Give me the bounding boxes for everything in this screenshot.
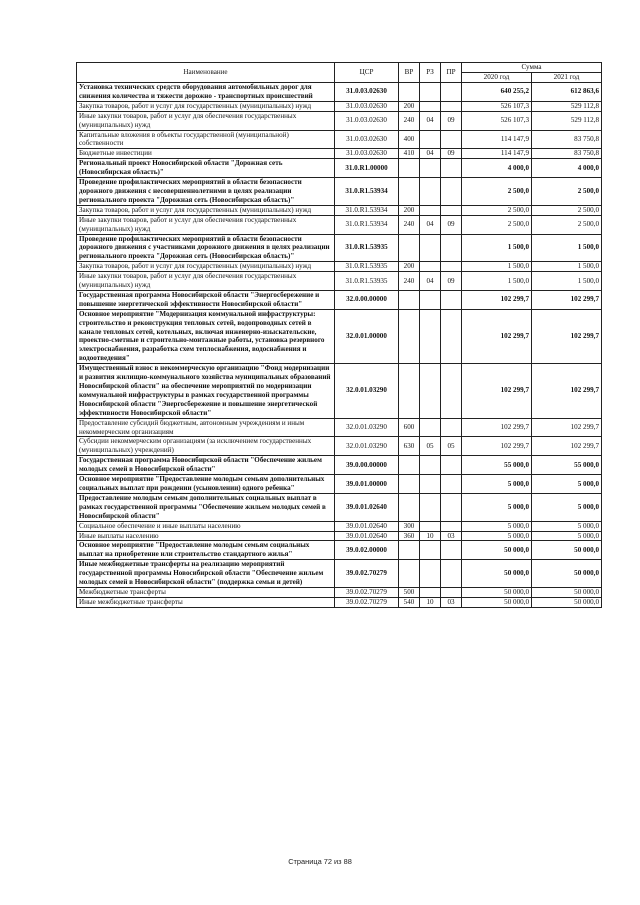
row-pr: [441, 521, 462, 531]
header-sum: Сумма: [462, 63, 602, 73]
row-vr: 200: [399, 101, 420, 111]
table-row: [77, 130, 602, 149]
row-rz: [420, 560, 441, 588]
row-pr: 03: [441, 597, 462, 607]
table-row: [77, 521, 602, 531]
row-sum-2020: 2 500,0: [462, 178, 532, 206]
header-row: [77, 63, 602, 73]
table-row: [77, 178, 602, 206]
row-csr: 31.0.03.02630: [335, 130, 399, 149]
row-vr: 200: [399, 205, 420, 215]
row-name: Иные закупки товаров, работ и услуг для обеспечения государственных (муниципальных) нужд: [77, 111, 335, 130]
row-vr: 500: [399, 587, 420, 597]
table-row: [77, 418, 602, 437]
row-name: Установка технических средств оборудования автомобильных дорог для снижения количества и тяжести дорожно - транспортных происшествий: [77, 83, 335, 102]
row-sum-2020: 114 147,9: [462, 149, 532, 159]
row-rz: [420, 521, 441, 531]
row-sum-2020: 5 000,0: [462, 521, 532, 531]
row-rz: [420, 418, 441, 437]
row-name: Иные выплаты населению: [77, 531, 335, 541]
row-sum-2020: 102 299,7: [462, 290, 532, 309]
row-sum-2020: 102 299,7: [462, 364, 532, 418]
row-vr: [399, 475, 420, 494]
table-row: [77, 597, 602, 607]
row-sum-2020: 50 000,0: [462, 541, 532, 560]
row-name: Региональный проект Новосибирской области "Дорожная сеть (Новосибирская область)": [77, 159, 335, 178]
row-vr: 360: [399, 531, 420, 541]
row-sum-2021: 529 112,8: [532, 101, 602, 111]
row-pr: [441, 159, 462, 178]
row-pr: 09: [441, 111, 462, 130]
row-rz: [420, 456, 441, 475]
row-sum-2021: 1 500,0: [532, 234, 602, 262]
row-csr: 31.0.R1.53935: [335, 272, 399, 291]
row-pr: [441, 493, 462, 521]
row-vr: [399, 493, 420, 521]
row-rz: [420, 493, 441, 521]
row-rz: [420, 205, 441, 215]
row-sum-2021: 50 000,0: [532, 587, 602, 597]
row-name: Иные межбюджетные трансферты на реализацию мероприятий государственной программы Новосибирской области "Обеспечение жильем молодых семей в Новосибирской области" (поддержка семьи и детей): [77, 560, 335, 588]
row-csr: 39.0.00.00000: [335, 456, 399, 475]
row-sum-2020: 640 255,2: [462, 83, 532, 102]
row-pr: [441, 205, 462, 215]
row-pr: [441, 83, 462, 102]
header-vr: ВР: [399, 63, 420, 83]
row-pr: [441, 309, 462, 363]
row-name: Иные закупки товаров, работ и услуг для обеспечения государственных (муниципальных) нужд: [77, 215, 335, 234]
row-sum-2021: 50 000,0: [532, 597, 602, 607]
row-sum-2021: 2 500,0: [532, 178, 602, 206]
row-csr: 32.0.01.00000: [335, 309, 399, 363]
row-rz: [420, 178, 441, 206]
row-sum-2021: 1 500,0: [532, 272, 602, 291]
row-sum-2020: 114 147,9: [462, 130, 532, 149]
row-pr: [441, 178, 462, 206]
row-sum-2020: 5 000,0: [462, 475, 532, 494]
row-name: Предоставление субсидий бюджетным, автономным учреждениям и иным некоммерческим организациям: [77, 418, 335, 437]
row-csr: 31.0.03.02630: [335, 111, 399, 130]
row-pr: [441, 541, 462, 560]
row-vr: 240: [399, 215, 420, 234]
row-pr: [441, 456, 462, 475]
table-row: [77, 272, 602, 291]
row-csr: 31.0.R1.53935: [335, 234, 399, 262]
row-vr: 410: [399, 149, 420, 159]
row-sum-2021: 50 000,0: [532, 541, 602, 560]
row-name: Межбюджетные трансферты: [77, 587, 335, 597]
row-sum-2021: 612 863,6: [532, 83, 602, 102]
row-csr: 39.0.02.70279: [335, 587, 399, 597]
row-name: Закупка товаров, работ и услуг для государственных (муниципальных) нужд: [77, 262, 335, 272]
row-vr: 240: [399, 272, 420, 291]
row-sum-2021: 83 750,8: [532, 149, 602, 159]
row-vr: [399, 178, 420, 206]
row-name: Государственная программа Новосибирской области "Энергосбережение и повышение энергетической эффективности Новосибирской области": [77, 290, 335, 309]
budget-table: [76, 62, 602, 608]
row-sum-2021: 55 000,0: [532, 456, 602, 475]
row-pr: [441, 262, 462, 272]
row-rz: 04: [420, 215, 441, 234]
row-sum-2021: 102 299,7: [532, 290, 602, 309]
row-csr: 39.0.01.02640: [335, 493, 399, 521]
row-csr: 39.0.01.00000: [335, 475, 399, 494]
row-rz: 10: [420, 597, 441, 607]
table-row: [77, 205, 602, 215]
row-name: Закупка товаров, работ и услуг для государственных (муниципальных) нужд: [77, 101, 335, 111]
table-row: [77, 215, 602, 234]
header-year-2020: 2020 год: [462, 73, 532, 83]
row-csr: 31.0.R1.53934: [335, 178, 399, 206]
table-row: [77, 83, 602, 102]
row-pr: 09: [441, 272, 462, 291]
row-rz: [420, 262, 441, 272]
row-sum-2021: 1 500,0: [532, 262, 602, 272]
row-sum-2020: 102 299,7: [462, 309, 532, 363]
row-name: Бюджетные инвестиции: [77, 149, 335, 159]
header-csr: ЦСР: [335, 63, 399, 83]
row-csr: 39.0.02.70279: [335, 560, 399, 588]
table-row: [77, 159, 602, 178]
row-sum-2021: 4 000,0: [532, 159, 602, 178]
row-name: Проведение профилактических мероприятий в области безопасности дорожного движения с участниками дорожного движения в целях реализации регионального проекта "Дорожная сеть (Новосибирская область)": [77, 234, 335, 262]
table-row: [77, 456, 602, 475]
row-pr: [441, 587, 462, 597]
row-sum-2021: 102 299,7: [532, 418, 602, 437]
row-pr: [441, 290, 462, 309]
row-name: Иные закупки товаров, работ и услуг для обеспечения государственных (муниципальных) нужд: [77, 272, 335, 291]
row-csr: 39.0.02.70279: [335, 597, 399, 607]
header-year-2021: 2021 год: [532, 73, 602, 83]
table-row: [77, 111, 602, 130]
row-csr: 31.0.R1.53935: [335, 262, 399, 272]
row-sum-2020: 55 000,0: [462, 456, 532, 475]
row-sum-2021: 5 000,0: [532, 493, 602, 521]
row-vr: 400: [399, 130, 420, 149]
row-sum-2020: 526 107,3: [462, 111, 532, 130]
table-row: [77, 364, 602, 418]
row-sum-2020: 5 000,0: [462, 531, 532, 541]
row-name: Предоставление молодым семьям дополнительных социальных выплат в рамках государственной программы "Обеспечение жильем молодых семей в Новосибирской области": [77, 493, 335, 521]
table-row: [77, 437, 602, 456]
row-vr: [399, 309, 420, 363]
row-csr: 32.0.01.03290: [335, 437, 399, 456]
row-csr: 39.0.01.02640: [335, 521, 399, 531]
row-csr: 31.0.03.02630: [335, 83, 399, 102]
row-sum-2021: 50 000,0: [532, 560, 602, 588]
row-sum-2020: 2 500,0: [462, 215, 532, 234]
row-name: Закупка товаров, работ и услуг для государственных (муниципальных) нужд: [77, 205, 335, 215]
row-sum-2020: 102 299,7: [462, 418, 532, 437]
header-name: Наименование: [77, 63, 335, 83]
row-rz: 04: [420, 111, 441, 130]
table-row: [77, 234, 602, 262]
row-sum-2021: 83 750,8: [532, 130, 602, 149]
row-rz: [420, 234, 441, 262]
row-pr: [441, 560, 462, 588]
row-rz: [420, 130, 441, 149]
row-name: Иные межбюджетные трансферты: [77, 597, 335, 607]
row-csr: 32.0.00.00000: [335, 290, 399, 309]
row-vr: [399, 541, 420, 560]
table-row: [77, 309, 602, 363]
row-vr: 300: [399, 521, 420, 531]
table-row: [77, 101, 602, 111]
header-pr: ПР: [441, 63, 462, 83]
row-sum-2021: 2 500,0: [532, 215, 602, 234]
table-row: [77, 560, 602, 588]
row-sum-2020: 1 500,0: [462, 262, 532, 272]
row-name: Основное мероприятие "Предоставление молодым семьям дополнительных социальных выплат при рождении (усыновлении) одного ребенка": [77, 475, 335, 494]
row-sum-2020: 102 299,7: [462, 437, 532, 456]
header-rz: РЗ: [420, 63, 441, 83]
table-row: [77, 587, 602, 597]
row-sum-2020: 50 000,0: [462, 597, 532, 607]
row-rz: 05: [420, 437, 441, 456]
row-sum-2021: 102 299,7: [532, 309, 602, 363]
row-vr: [399, 290, 420, 309]
row-vr: [399, 83, 420, 102]
row-csr: 31.0.03.02630: [335, 149, 399, 159]
row-csr: 39.0.01.02640: [335, 531, 399, 541]
row-rz: [420, 364, 441, 418]
row-vr: [399, 364, 420, 418]
row-name: Государственная программа Новосибирской области "Обеспечение жильем молодых семей в Новосибирской области": [77, 456, 335, 475]
row-vr: [399, 234, 420, 262]
row-vr: 540: [399, 597, 420, 607]
table-row: [77, 149, 602, 159]
row-sum-2020: 5 000,0: [462, 493, 532, 521]
row-pr: [441, 475, 462, 494]
row-sum-2021: 5 000,0: [532, 475, 602, 494]
table-row: [77, 493, 602, 521]
row-pr: [441, 130, 462, 149]
row-rz: [420, 83, 441, 102]
row-sum-2020: 4 000,0: [462, 159, 532, 178]
row-name: Капитальные вложения в объекты государственной (муниципальной) собственности: [77, 130, 335, 149]
row-sum-2020: 50 000,0: [462, 587, 532, 597]
row-vr: [399, 159, 420, 178]
page-number: Страница 72 из 88: [288, 857, 352, 866]
row-csr: 31.0.R1.53934: [335, 215, 399, 234]
row-csr: 39.0.02.00000: [335, 541, 399, 560]
row-vr: 600: [399, 418, 420, 437]
row-sum-2020: 2 500,0: [462, 205, 532, 215]
row-rz: [420, 587, 441, 597]
row-vr: 200: [399, 262, 420, 272]
row-name: Социальное обеспечение и иные выплаты населению: [77, 521, 335, 531]
row-sum-2021: 5 000,0: [532, 531, 602, 541]
row-csr: 31.0.03.02630: [335, 101, 399, 111]
row-vr: 240: [399, 111, 420, 130]
row-rz: 04: [420, 272, 441, 291]
row-pr: 09: [441, 215, 462, 234]
row-sum-2021: 5 000,0: [532, 521, 602, 531]
row-vr: [399, 456, 420, 475]
row-pr: [441, 364, 462, 418]
row-rz: [420, 541, 441, 560]
row-name: Основное мероприятие "Предоставление молодым семьям социальных выплат на приобретение или строительство стандартного жилья": [77, 541, 335, 560]
row-pr: [441, 234, 462, 262]
row-vr: 630: [399, 437, 420, 456]
row-sum-2020: 1 500,0: [462, 272, 532, 291]
table-body: [77, 83, 602, 608]
row-rz: [420, 309, 441, 363]
row-pr: [441, 101, 462, 111]
row-rz: [420, 290, 441, 309]
row-rz: 10: [420, 531, 441, 541]
row-pr: [441, 418, 462, 437]
row-name: Субсидии некоммерческим организациям (за исключением государственных (муниципальных) учреждений): [77, 437, 335, 456]
row-csr: 31.0.R1.00000: [335, 159, 399, 178]
row-sum-2020: 526 107,3: [462, 101, 532, 111]
row-name: Проведение профилактических мероприятий в области безопасности дорожного движения с несовершеннолетними в целях реализации регионального проекта "Дорожная сеть (Новосибирская область)": [77, 178, 335, 206]
table-row: [77, 262, 602, 272]
row-sum-2021: 102 299,7: [532, 437, 602, 456]
row-csr: 32.0.01.03290: [335, 418, 399, 437]
row-name: Имущественный взнос в некоммерческую организацию "Фонд модернизации и развития жилищно-коммунального хозяйства муниципальных образований Новосибирской области" на обеспечение мероприятий по модернизации коммунальной инфраструктуры в рамках государственной программы Новосибирской области "Энергосбережение и повышение энергетической эффективности Новосибирской области": [77, 364, 335, 418]
row-rz: 04: [420, 149, 441, 159]
row-rz: [420, 159, 441, 178]
row-name: Основное мероприятие "Модернизация коммунальной инфраструктуры: строительство и реконструкция тепловых сетей, водопроводных сетей в канале тепловых сетей, котельных, включая инженерно-изыскательские, проектно-сметные и строительно-монтажные работы, установка резервного электроснабжения, разработка схем теплоснабжения, водоснабжения и водоотведения": [77, 309, 335, 363]
row-vr: [399, 560, 420, 588]
row-rz: [420, 475, 441, 494]
table-row: [77, 290, 602, 309]
row-rz: [420, 101, 441, 111]
row-sum-2021: 2 500,0: [532, 205, 602, 215]
table-row: [77, 475, 602, 494]
row-sum-2021: 529 112,8: [532, 111, 602, 130]
row-csr: 32.0.01.03290: [335, 364, 399, 418]
row-csr: 31.0.R1.53934: [335, 205, 399, 215]
row-pr: 05: [441, 437, 462, 456]
table-row: [77, 541, 602, 560]
table-row: [77, 531, 602, 541]
row-sum-2021: 102 299,7: [532, 364, 602, 418]
row-pr: 03: [441, 531, 462, 541]
row-pr: 09: [441, 149, 462, 159]
row-sum-2020: 1 500,0: [462, 234, 532, 262]
row-sum-2020: 50 000,0: [462, 560, 532, 588]
